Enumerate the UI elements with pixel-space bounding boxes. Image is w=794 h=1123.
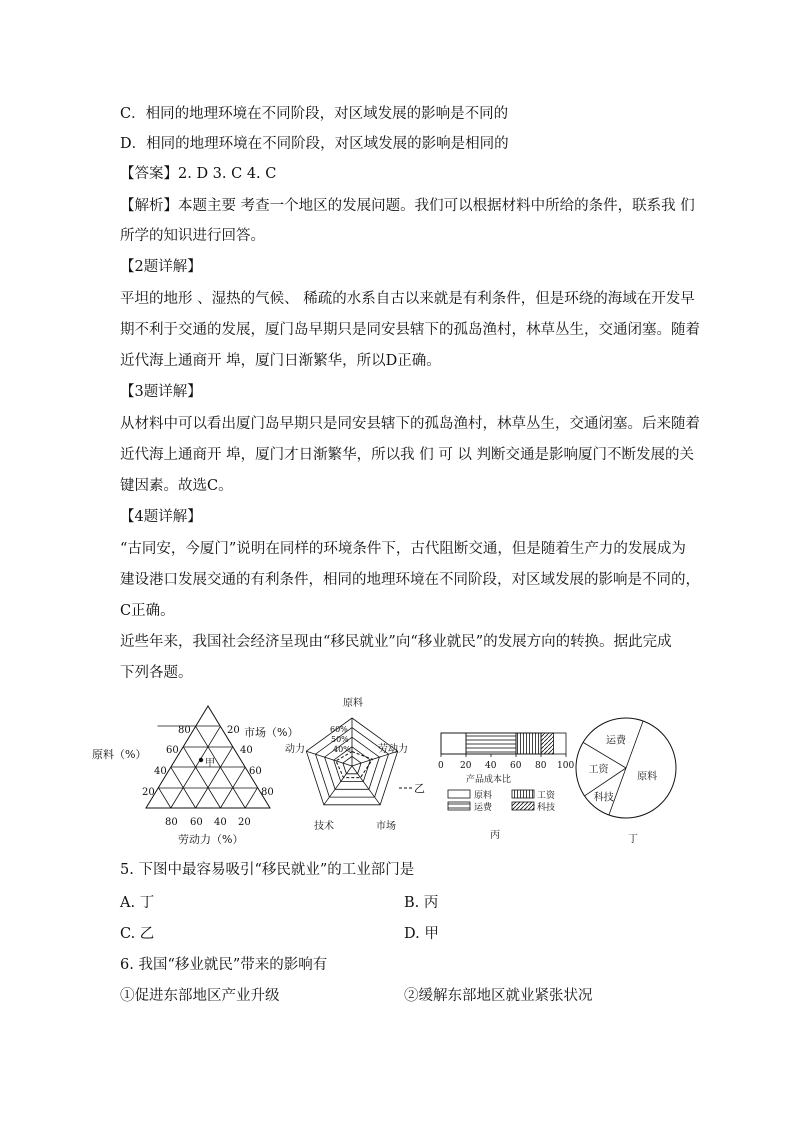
- q5-option-a[interactable]: A. 丁: [120, 895, 155, 911]
- point-label: 甲: [205, 758, 215, 769]
- legend-label: 原料: [474, 791, 493, 801]
- radar-axis-label: 劳动力: [378, 744, 408, 755]
- section-heading: 【3题详解】: [120, 384, 202, 400]
- bar-segment: [516, 733, 541, 754]
- body-line: “古同安，今厦门”说明在同样的环境条件下，古代阻断交通，但是随着生产力的发展成为: [120, 541, 686, 557]
- chart-caption: 丁: [628, 834, 638, 845]
- ring-label: 50%: [331, 735, 349, 744]
- body-line: C正确。: [120, 603, 175, 619]
- bar-segment: [466, 733, 516, 754]
- pie-slice-label: 工资: [588, 764, 609, 776]
- legend-label: 乙: [414, 782, 425, 795]
- legend-swatch: [448, 802, 470, 810]
- option-d-line: D．相同的地理环境在不同阶段，对区域发展的影响是相同的: [120, 136, 509, 152]
- industry-figure: [0, 690, 794, 850]
- radar-chart-yi: [285, 696, 425, 832]
- q6-option-2[interactable]: ②缓解东部地区就业紧张状况: [404, 988, 593, 1004]
- ternary-chart-jia: [92, 706, 298, 846]
- tick-label: 0: [438, 761, 444, 771]
- tick-label: 40: [214, 817, 227, 828]
- pie-slice-label: 运费: [606, 735, 626, 747]
- question-6-stem: 6. 我国“移业就民”带来的影响有: [120, 957, 328, 973]
- ring-label: 40%: [333, 745, 351, 754]
- tick-label: 40: [240, 745, 253, 756]
- pie-slice-label: 科技: [593, 792, 614, 804]
- bar-segment: [541, 733, 554, 754]
- tick-label: 20: [238, 817, 251, 828]
- grid-line: [245, 788, 257, 808]
- tick-label: 80: [535, 761, 547, 771]
- tick-label: 40: [485, 761, 497, 771]
- tick-label: 60: [190, 817, 203, 828]
- legend-label: 运费: [474, 803, 493, 813]
- body-line: 从材料中可以看出厦门岛早期只是同安县辖下的孤岛渔村，林草丛生，交通闭塞。后来随着: [120, 416, 700, 432]
- stacked-bar-bing: [438, 733, 574, 771]
- section-heading: 【2题详解】: [120, 259, 202, 275]
- ring-label: 60%: [330, 725, 348, 734]
- point-jia: [199, 758, 203, 762]
- pie-chart-ding: [576, 718, 676, 818]
- legend-swatch: [512, 802, 534, 810]
- analysis-line: 所学的知识进行回答。: [120, 228, 265, 244]
- tick-label: 80: [178, 725, 191, 736]
- pie-slice-edge: [626, 721, 643, 768]
- tick-label: 60: [166, 745, 179, 756]
- body-line: 近些年来，我国社会经济呈现由“移民就业”向“移业就民”的发展方向的转换。据此完成: [120, 634, 672, 650]
- body-line: 建设港口发展交通的有利条件，相同的地理环境在不同阶段，对区域发展的影响是不同的，: [120, 572, 700, 588]
- legend-label: 科技: [537, 803, 556, 813]
- tick-label: 20: [142, 787, 155, 798]
- tick-label: 80: [165, 817, 178, 828]
- q5-option-d[interactable]: D. 甲: [404, 926, 439, 942]
- radar-axis-label: 原料: [343, 698, 363, 709]
- q5-option-b[interactable]: B. 丙: [404, 895, 439, 911]
- tick-label: 20: [460, 761, 472, 771]
- chart-caption: 丙: [490, 830, 500, 841]
- tick-label: 60: [510, 761, 522, 771]
- tick-label: 40: [154, 766, 167, 777]
- body-line: 下列各题。: [120, 665, 193, 681]
- answer-line: 【答案】2. D 3. C 4. C: [120, 166, 277, 182]
- pie-slice-label: 原料: [637, 771, 658, 783]
- analysis-line: 【解析】本题主要 考查一个地区的发展问题。我们可以根据材料中所给的条件，联系我 们: [120, 198, 695, 214]
- x-axis-label: 产品成本比: [466, 775, 512, 785]
- tick-label: 80: [261, 787, 274, 798]
- q6-option-1[interactable]: ①促进东部地区产业升级: [120, 988, 280, 1004]
- option-c-line: C．相同的地理环境在不同阶段，对区域发展的影响是不同的: [120, 106, 509, 122]
- axis-label-bottom: 劳动力（%）: [178, 833, 244, 846]
- radar-axis-label: 动力: [285, 744, 305, 755]
- question-5-stem: 5. 下图中最容易吸引“移民就业”的工业部门是: [120, 862, 415, 878]
- body-line: 近代海上通商开 埠，厦门才日渐繁华，所以我 们 可 以 判断交通是影响厦门不断发展的关: [120, 447, 695, 463]
- tick-label: 100: [557, 761, 575, 771]
- tick-label: 60: [249, 766, 262, 777]
- legend-swatch: [512, 790, 534, 798]
- radar-axis-label: 技术: [314, 821, 334, 832]
- q5-option-c[interactable]: C. 乙: [120, 926, 155, 942]
- bar-segment: [441, 733, 466, 754]
- grid-line: [158, 788, 170, 808]
- grid-line: [183, 747, 220, 808]
- section-heading: 【4题详解】: [120, 509, 202, 525]
- bar-legend: [448, 773, 556, 841]
- grid-line: [196, 747, 233, 808]
- body-line: 近代海上通商开 埠，厦门日渐繁华，所以D正确。: [120, 353, 441, 369]
- legend-label: 工资: [537, 791, 556, 801]
- tick-label: 20: [227, 725, 240, 736]
- legend-swatch: [448, 790, 470, 798]
- body-line: 键因素。故选C。: [120, 478, 233, 494]
- body-line: 平坦的地形 、湿热的气候、 稀疏的水系自古以来就是有利条件，但是环绕的海域在开发早: [120, 291, 695, 307]
- body-line: 期不利于交通的发展，厦门岛早期只是同安县辖下的孤岛渔村，林草丛生，交通闭塞。随着: [120, 322, 700, 338]
- axis-label-left: 原料（%）: [92, 748, 147, 761]
- axis-label-right: 市场（%）: [244, 726, 299, 739]
- radar-axis-label: 市场: [376, 821, 396, 832]
